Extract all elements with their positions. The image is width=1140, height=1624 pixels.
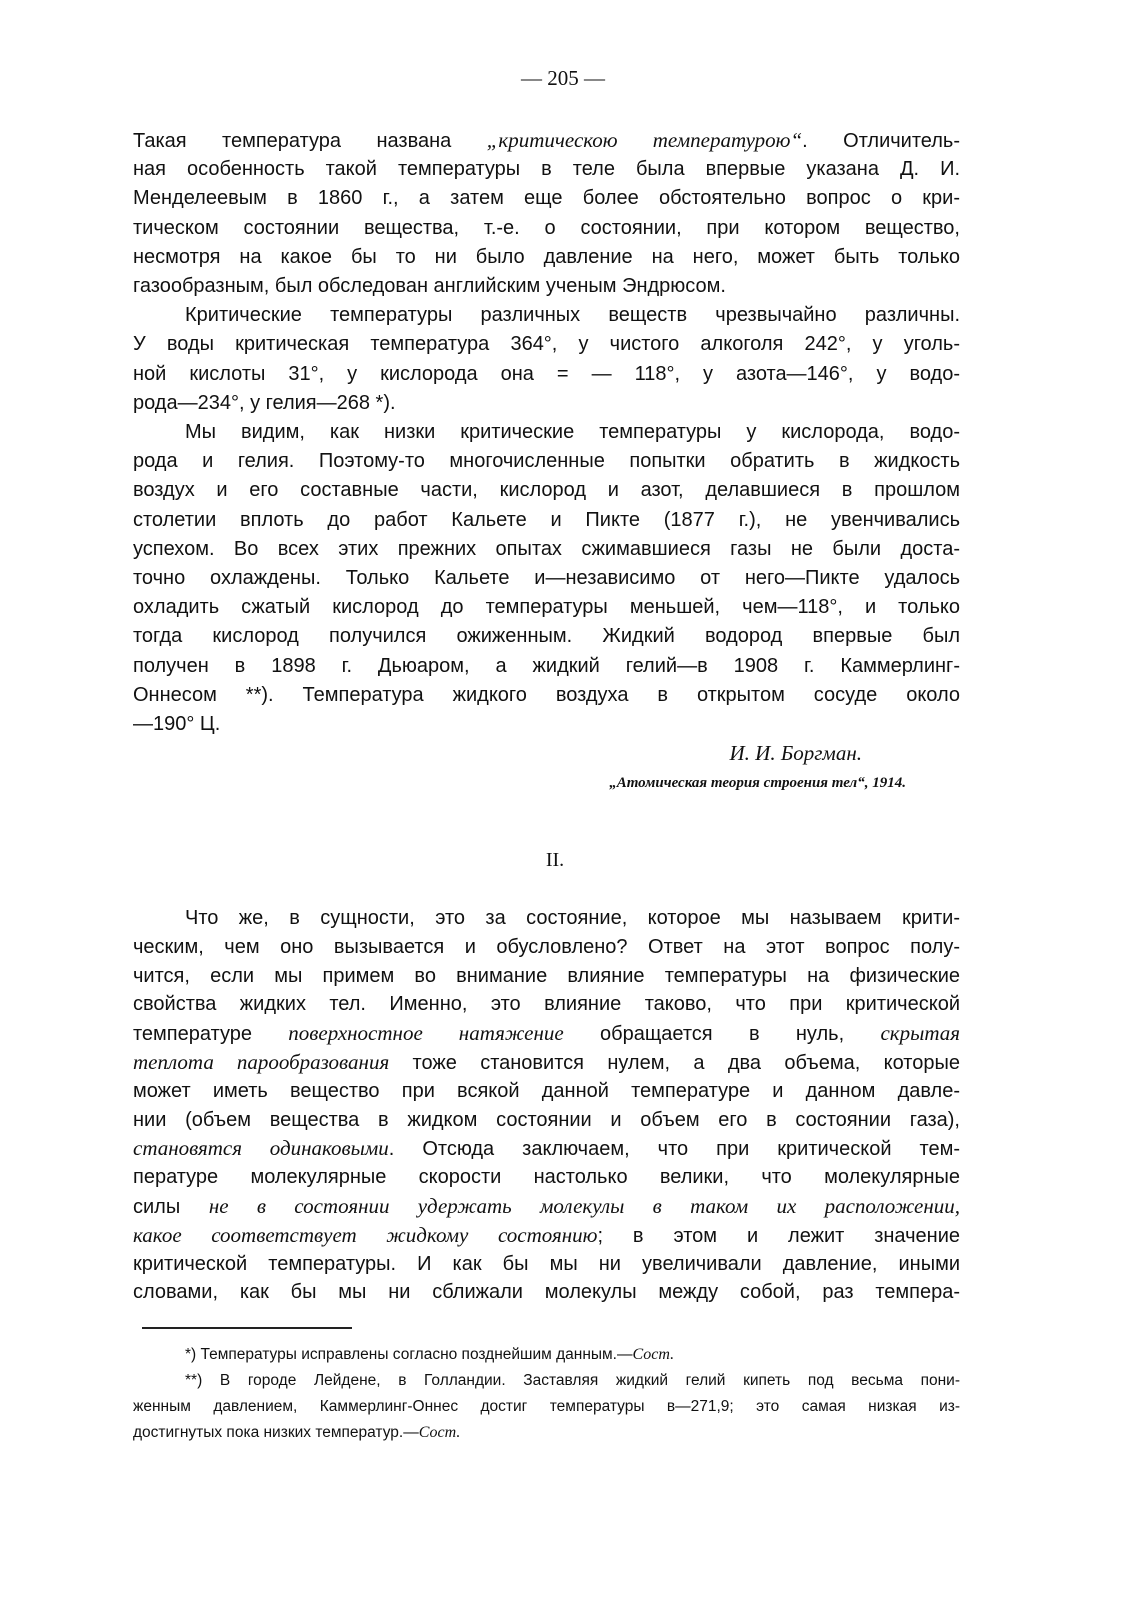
text-span: . Отличитель- xyxy=(802,130,960,152)
text-line xyxy=(133,185,960,212)
text-span: Критические температуры различных веществ чрезвычайно различны. xyxy=(185,304,960,327)
text-span: **) В городе Лейдене, в Голландии. Заставляя жидкий гелий кипеть под весьма пони- xyxy=(185,1372,960,1389)
footnote-line xyxy=(133,1423,960,1445)
text-line xyxy=(133,1279,960,1306)
italic-text: Сост. xyxy=(632,1346,675,1363)
text-line xyxy=(133,1222,960,1249)
text-span: ческим, чем оно вызывается и обусловлено? Ответ на этот вопрос полу- xyxy=(133,935,960,958)
page-number: — 205 — xyxy=(521,66,605,90)
text-line xyxy=(133,934,960,961)
italic-text: „критическою температурою“ xyxy=(486,128,803,152)
text-span: обращается в нуль, xyxy=(563,1023,881,1046)
text-line xyxy=(133,215,960,242)
text-span: столетии вплоть до работ Кальете и Пикте (1877 г.), не увенчивались xyxy=(133,508,960,531)
text-line xyxy=(133,1193,960,1220)
text-span: тоже становится нулем, а два объема, которые xyxy=(389,1052,960,1074)
text-line xyxy=(133,1020,960,1047)
text-span: ; в этом и лежит значение xyxy=(597,1224,960,1247)
footnote-line xyxy=(185,1371,960,1393)
text-span: пературе молекулярные скорости настолько велики, что молекулярные xyxy=(133,1166,960,1189)
text-line xyxy=(133,536,960,563)
section-heading: II. xyxy=(545,849,565,871)
text-line xyxy=(133,1078,960,1105)
text-span: —190° Ц. xyxy=(133,713,221,735)
text-span: газообразным, был обследован английским ученым Эндрюсом. xyxy=(133,275,726,297)
text-line xyxy=(133,1049,960,1076)
footnote-line xyxy=(133,1397,960,1419)
text-span: Оннесом **). Температура жидкого воздуха в открытом сосуде около xyxy=(133,683,960,706)
text-line xyxy=(133,1107,960,1134)
text-span: Такая температура названа xyxy=(133,130,487,152)
text-span: Что же, в сущности, это за состояние, которое мы называем крити- xyxy=(185,907,960,929)
text-line xyxy=(133,448,960,475)
text-span: достигнутых пока низких температур.— xyxy=(133,1424,419,1441)
text-line xyxy=(133,594,960,621)
text-line xyxy=(185,905,960,932)
text-line xyxy=(133,361,960,388)
author-signature: И. И. Боргман. xyxy=(729,741,862,765)
text-line xyxy=(133,963,960,990)
text-span: воздух и его составные части, кислород и азот, делавшиеся в прошлом xyxy=(133,479,960,502)
text-span: может иметь вещество при всякой данной температуре и данном давле- xyxy=(133,1079,960,1102)
text-span: Менделеевым в 1860 г., а затем еще более обстоятельно вопрос о кри- xyxy=(133,187,960,210)
text-line xyxy=(133,653,960,680)
text-line xyxy=(133,127,960,154)
text-span: свойства жидких тел. Именно, это влияние таково, что при критической xyxy=(133,993,960,1016)
footnote-divider xyxy=(142,1327,352,1329)
text-line xyxy=(185,419,960,446)
text-span: *) Температуры исправлены согласно позднейшим данным.— xyxy=(185,1346,633,1363)
text-line xyxy=(133,623,960,650)
text-span: словами, как бы мы ни сближали молекулы между собой, раз темпера- xyxy=(133,1281,960,1304)
text-line xyxy=(133,273,960,300)
text-span: ной кислоты 31°, у кислорода она = — 118°, у азота—146°, у водо- xyxy=(133,362,960,385)
text-line xyxy=(133,991,960,1018)
text-span: тическом состоянии вещества, т.-е. о состоянии, при котором вещество, xyxy=(133,216,960,239)
text-line xyxy=(133,390,960,417)
text-span: охладить сжатый кислород до температуры меньшей, чем—118°, и только xyxy=(133,596,960,619)
text-line xyxy=(133,156,960,183)
text-line xyxy=(133,1135,960,1162)
italic-text: теплота парообразования xyxy=(133,1050,390,1074)
text-span: температуре xyxy=(133,1023,289,1046)
text-span: рода—234°, у гелия—268 *). xyxy=(133,391,396,414)
text-span: силы xyxy=(133,1196,209,1218)
italic-text: поверхностное натяжение xyxy=(288,1021,564,1046)
footnote-line xyxy=(185,1345,960,1367)
source-citation: „Атомическая теория строения тел“, 1914. xyxy=(609,775,906,791)
italic-text: не в состоянии удержать молекулы в таком их расположении, xyxy=(208,1194,960,1218)
text-line xyxy=(133,507,960,534)
text-span: . Отсюда заключаем, что при критической тем- xyxy=(388,1138,960,1161)
text-span: рода и гелия. Поэтому-то многочисленные попытки обратить в жидкость xyxy=(133,450,960,473)
text-span: У воды критическая температура 364°, у чистого алкоголя 242°, у уголь- xyxy=(133,333,960,356)
text-span: получен в 1898 г. Дьюаром, а жидкий гелий—в 1908 г. Каммерлинг- xyxy=(133,654,960,677)
text-line xyxy=(133,682,960,709)
italic-text: Сост. xyxy=(418,1424,461,1441)
text-span: Мы видим, как низки критические температуры у кислорода, водо- xyxy=(185,421,960,443)
text-span: ная особенность такой температуры в теле была впервые указана Д. И. xyxy=(133,158,960,181)
text-span: критической температуры. И как бы мы ни увеличивали давление, иными xyxy=(133,1252,960,1275)
text-line xyxy=(133,1164,960,1191)
text-span: точно охлаждены. Только Кальете и—независимо от него—Пикте удалось xyxy=(133,567,960,589)
text-line xyxy=(133,1251,960,1278)
text-line xyxy=(133,711,960,738)
text-span: тогда кислород получился ожиженным. Жидкий водород впервые был xyxy=(133,625,960,648)
text-line xyxy=(133,331,960,358)
text-span: женным давлением, Каммерлинг-Оннес достиг температуры в—271,9; это самая низкая из- xyxy=(133,1398,960,1415)
text-line xyxy=(185,302,960,329)
text-span: чится, если мы примем во внимание влияние температуры на физические xyxy=(133,964,960,987)
text-span: нии (объем вещества в жидком состоянии и объем его в состоянии газа), xyxy=(133,1108,960,1131)
italic-text: скрытая xyxy=(880,1021,960,1046)
italic-text: становятся одинаковыми xyxy=(133,1136,389,1161)
text-line xyxy=(133,565,960,592)
italic-text: какое соответствует жидкому состоянию xyxy=(133,1222,598,1247)
text-span: несмотря на какое бы то ни было давление на него, может быть только xyxy=(133,245,960,268)
text-span: успехом. Во всех этих прежних опытах сжимавшиеся газы не были доста- xyxy=(133,537,960,560)
text-line xyxy=(133,477,960,504)
text-line xyxy=(133,244,960,271)
